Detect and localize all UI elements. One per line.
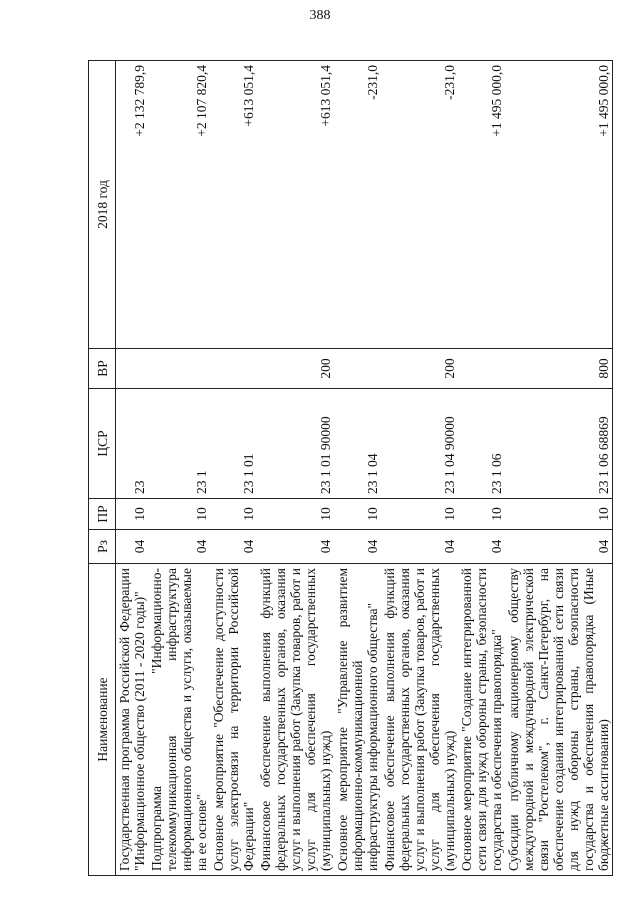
table-row [116, 61, 149, 876]
table-row [210, 61, 257, 876]
row-rz: 04 [381, 530, 458, 564]
row-rz: 04 [210, 530, 257, 564]
row-pr: 10 [257, 499, 334, 530]
row-rz: 04 [148, 530, 210, 564]
row-name: Подпрограмма "Информационно-телекоммуникационная инфраструктура информационного общества и услуги, оказываемые на ее основе" [148, 564, 210, 876]
row-vr [210, 349, 257, 389]
row-pr: 10 [381, 499, 458, 530]
row-name: Основное мероприятие "Управление развитием информационно-коммуникационной инфраструктуры информационного общества" [334, 564, 381, 876]
row-name: Финансовое обеспечение выполнения функций федеральных государственных органов, оказания услуг и выполнения работ (Закупка товаров, работ и услуг для обеспечения государственных (муниципальных) нужд) [381, 564, 458, 876]
row-vr [334, 349, 381, 389]
row-name: Основное мероприятие "Обеспечение доступности услуг электросвязи на территории Российской Федерации" [210, 564, 257, 876]
header-rz: Рз [89, 530, 116, 564]
row-csr: 23 1 06 68869 [505, 389, 613, 499]
row-name: Субсидии публичному акционерному обществу междугородной и международной электрической связи "Ростелеком", г. Санкт-Петербург, на обеспечение создания интегрированной сети связи для нужд обороны страны, безопасности государства и обеспечения правопорядка (Иные бюджетные ассигнования) [505, 564, 613, 876]
page-number: 388 [309, 8, 331, 23]
row-amount: -231,0 [334, 61, 381, 349]
row-rz: 04 [458, 530, 505, 564]
row-csr: 23 1 01 90000 [257, 389, 334, 499]
row-csr: 23 [116, 389, 149, 499]
row-amount: +2 132 789,9 [116, 61, 149, 349]
header-csr: ЦСР [89, 389, 116, 499]
row-pr: 10 [148, 499, 210, 530]
row-csr: 23 1 [148, 389, 210, 499]
row-vr [116, 349, 149, 389]
row-pr: 10 [458, 499, 505, 530]
table-row [257, 61, 334, 876]
row-amount: +1 495 000,0 [505, 61, 613, 349]
table-header-row [89, 61, 116, 876]
row-rz: 04 [334, 530, 381, 564]
table-row [458, 61, 505, 876]
row-vr [458, 349, 505, 389]
row-pr: 10 [505, 499, 613, 530]
table-row [334, 61, 381, 876]
row-amount: -231,0 [381, 61, 458, 349]
row-amount: +613 051,4 [257, 61, 334, 349]
row-pr: 10 [116, 499, 149, 530]
row-name: Основное мероприятие "Создание интегрированной сети связи для нужд обороны страны, безопасности государства и обеспечения правопорядка" [458, 564, 505, 876]
row-csr: 23 1 01 [210, 389, 257, 499]
row-csr: 23 1 06 [458, 389, 505, 499]
header-year: 2018 год [89, 61, 116, 349]
row-rz: 04 [116, 530, 149, 564]
row-name: Финансовое обеспечение выполнения функций федеральных государственных органов, оказания услуг и выполнения работ (Закупка товаров, работ и услуг для обеспечения государственных (муниципальных) нужд) [257, 564, 334, 876]
row-pr: 10 [334, 499, 381, 530]
row-csr: 23 1 04 90000 [381, 389, 458, 499]
row-amount: +1 495 000,0 [458, 61, 505, 349]
row-rz: 04 [505, 530, 613, 564]
row-vr [148, 349, 210, 389]
budget-table [88, 60, 613, 876]
row-vr: 800 [505, 349, 613, 389]
rotated-table-wrapper [88, 61, 611, 876]
row-amount: +613 051,4 [210, 61, 257, 349]
header-pr: ПР [89, 499, 116, 530]
row-pr: 10 [210, 499, 257, 530]
table-row [148, 61, 210, 876]
row-vr: 200 [257, 349, 334, 389]
header-vr: ВР [89, 349, 116, 389]
table-row [505, 61, 613, 876]
table-row [381, 61, 458, 876]
row-name: Государственная программа Российской Федерации "Информационное общество (2011 - 2020 годы)" [116, 564, 149, 876]
row-rz: 04 [257, 530, 334, 564]
header-name: Наименование [89, 564, 116, 876]
row-amount: +2 107 820,4 [148, 61, 210, 349]
row-vr: 200 [381, 349, 458, 389]
row-csr: 23 1 04 [334, 389, 381, 499]
